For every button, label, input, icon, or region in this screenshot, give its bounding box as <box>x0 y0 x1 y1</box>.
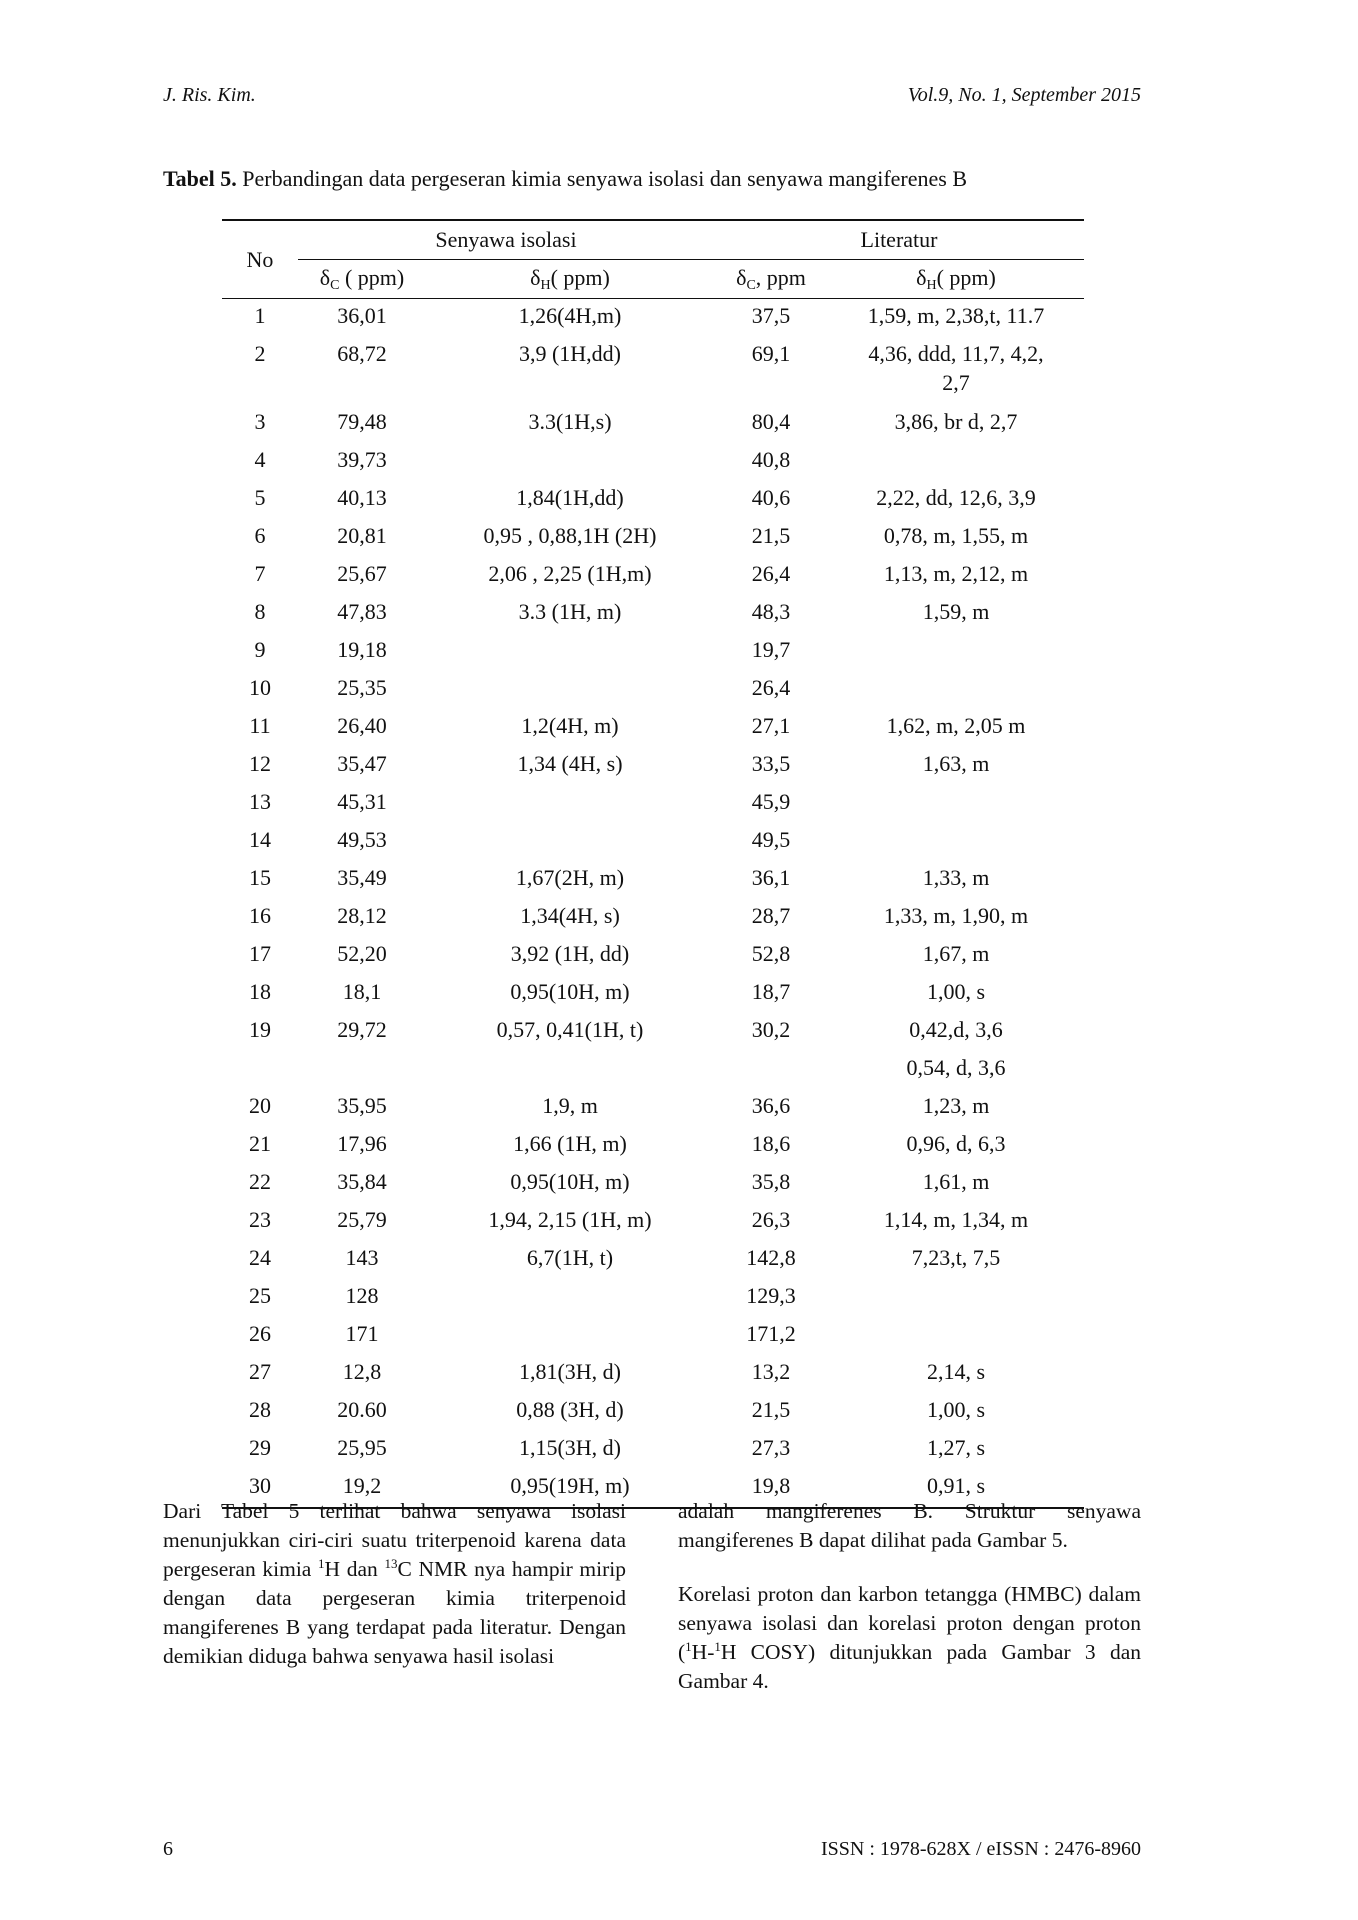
table-row <box>222 1165 1084 1203</box>
cell-no: 26 <box>249 1321 271 1346</box>
cell-dh-isolasi: 1,84(1H,dd) <box>516 485 624 510</box>
cell-dh-literatur: 0,54, d, 3,6 <box>906 1055 1006 1080</box>
cell-dh-literatur: 1,23, m <box>922 1093 990 1118</box>
cell-dc-literatur <box>714 1051 828 1089</box>
running-header-journal: J. Ris. Kim. <box>163 84 256 106</box>
table-row <box>222 975 1084 1013</box>
cell-dh-isolasi: 0,95(10H, m) <box>510 979 630 1004</box>
cell-no: 12 <box>249 751 271 776</box>
cell-dh-isolasi: 0,95 , 0,88,1H (2H) <box>483 523 657 548</box>
cell-dc-literatur: 35,8 <box>751 1169 791 1194</box>
table-row <box>222 861 1084 899</box>
cell-dc-literatur: 36,1 <box>751 865 791 890</box>
cell-dh-isolasi: 1,66 (1H, m) <box>513 1131 627 1156</box>
cell-dc-isolasi <box>298 1051 426 1089</box>
cell-dc-literatur: 48,3 <box>751 599 791 624</box>
cell-dc-isolasi: 171 <box>345 1321 379 1346</box>
cell-dh-isolasi: 6,7(1H, t) <box>526 1245 614 1270</box>
table-row <box>222 1241 1084 1279</box>
table-row <box>222 1317 1084 1355</box>
column-header-dh-literatur: $\delta_H$( ppm) <box>828 260 1084 299</box>
cell-dc-isolasi: 128 <box>345 1283 379 1308</box>
cell-dh-isolasi: 3,92 (1H, dd) <box>510 941 630 966</box>
cell-no: 28 <box>249 1397 271 1422</box>
cell-dc-isolasi: 25,79 <box>337 1207 387 1232</box>
cell-dc-isolasi: 20,81 <box>337 523 387 548</box>
cell-no: 14 <box>249 827 271 852</box>
cell-no: 3 <box>254 409 266 434</box>
cell-dc-isolasi: 35,84 <box>337 1169 387 1194</box>
cell-dc-isolasi: 35,49 <box>337 865 387 890</box>
cell-dh-isolasi: 2,06 , 2,25 (1H,m) <box>488 561 652 586</box>
cell-dc-literatur: 40,8 <box>751 447 791 472</box>
running-header-volume: Vol.9, No. 1, September 2015 <box>907 84 1141 106</box>
cell-dh-literatur: 1,00, s <box>926 1397 986 1422</box>
cell-no: 9 <box>254 637 266 662</box>
cell-dc-literatur: 142,8 <box>746 1245 796 1270</box>
table-row <box>222 1127 1084 1165</box>
paragraph: Dari Tabel 5 terlihat bahwa senyawa isolasi menunjukkan ciri-ciri suatu triterpenoid karena data pergeseran kimia $^1$H dan $^{13}$C NMR nya hampir mirip dengan data pergeseran kimia triterpenoid mangiferenes B yang terdapat pada literatur. Dengan demikian diduga bahwa senyawa hasil isolasi <box>163 1499 626 1668</box>
cell-no: 5 <box>254 485 266 510</box>
column-header-dc-isolasi: $\delta_C$ ( ppm) <box>298 260 426 299</box>
cell-dc-literatur: 49,5 <box>751 827 791 852</box>
cell-dh-isolasi: 3.3(1H,s) <box>528 409 612 434</box>
cell-dc-literatur: 28,7 <box>751 903 791 928</box>
cell-dh-literatur: 1,59, m, 2,38,t, 11.7 <box>867 303 1045 328</box>
cell-no: 19 <box>249 1017 271 1042</box>
table-caption-label: Tabel 5. <box>163 166 237 191</box>
cell-no: 16 <box>249 903 271 928</box>
table-row <box>222 481 1084 519</box>
cell-dh-isolasi <box>426 1317 714 1355</box>
cell-no: 29 <box>249 1435 271 1460</box>
cell-dh-literatur: 0,42,d, 3,6 <box>909 1017 1003 1042</box>
page-number: 6 <box>163 1838 173 1860</box>
table-row <box>222 299 1084 338</box>
cell-dc-literatur: 69,1 <box>751 341 791 366</box>
cell-dc-isolasi: 17,96 <box>337 1131 387 1156</box>
cell-dh-isolasi: 0,95(19H, m) <box>510 1473 630 1498</box>
cell-dh-literatur <box>828 1317 1084 1355</box>
cell-no: 2 <box>254 341 266 366</box>
table-row <box>222 671 1084 709</box>
table-row <box>222 1355 1084 1393</box>
cell-dc-isolasi: 25,67 <box>337 561 387 586</box>
table-row <box>222 1393 1084 1431</box>
cell-no: 24 <box>249 1245 271 1270</box>
body-text-right-column <box>678 1497 1141 1721</box>
cell-dh-isolasi: 1,67(2H, m) <box>515 865 625 890</box>
cell-dh-isolasi <box>426 633 714 671</box>
cell-dc-literatur: 27,1 <box>751 713 791 738</box>
cell-dh-literatur <box>828 671 1084 709</box>
nmr-comparison-table <box>222 219 1084 1509</box>
cell-dh-literatur: 2,22, dd, 12,6, 3,9 <box>876 485 1036 510</box>
cell-dc-isolasi: 26,40 <box>337 713 387 738</box>
cell-dc-literatur: 33,5 <box>751 751 791 776</box>
cell-dc-isolasi: 47,83 <box>337 599 387 624</box>
table-row <box>222 1013 1084 1051</box>
table-row <box>222 1431 1084 1469</box>
cell-dh-isolasi <box>426 443 714 481</box>
column-header-dc-literatur: $\delta_C$, ppm <box>714 260 828 299</box>
cell-dc-literatur: 13,2 <box>751 1359 791 1384</box>
table-row <box>222 633 1084 671</box>
cell-dc-isolasi: 28,12 <box>337 903 387 928</box>
table-row <box>222 443 1084 481</box>
cell-no: 4 <box>254 447 266 472</box>
cell-dh-literatur: 1,13, m, 2,12, m <box>883 561 1029 586</box>
issn: ISSN : 1978-628X / eISSN : 2476-8960 <box>820 1838 1141 1860</box>
cell-dc-isolasi: 12,8 <box>342 1359 382 1384</box>
cell-no: 18 <box>249 979 271 1004</box>
cell-dc-literatur: 21,5 <box>751 1397 791 1422</box>
cell-no: 25 <box>249 1283 271 1308</box>
cell-dc-isolasi: 39,73 <box>337 447 387 472</box>
cell-dh-isolasi: 1,94, 2,15 (1H, m) <box>488 1207 652 1232</box>
cell-dc-literatur: 129,3 <box>746 1283 796 1308</box>
cell-no: 10 <box>249 675 271 700</box>
table-row <box>222 405 1084 443</box>
cell-no: 6 <box>254 523 266 548</box>
cell-dh-isolasi <box>426 785 714 823</box>
table-row <box>222 337 1084 405</box>
cell-dh-literatur: 1,61, m <box>922 1169 990 1194</box>
table-row <box>222 1051 1084 1089</box>
table-row <box>222 899 1084 937</box>
cell-dc-literatur: 26,4 <box>751 675 791 700</box>
cell-dc-literatur: 27,3 <box>751 1435 791 1460</box>
table-row <box>222 519 1084 557</box>
cell-no: 23 <box>249 1207 271 1232</box>
cell-dh-literatur: 3,86, br d, 2,7 <box>894 409 1018 434</box>
cell-no: 7 <box>254 561 266 586</box>
cell-dh-literatur: 1,59, m <box>922 599 990 624</box>
table-row <box>222 709 1084 747</box>
cell-dc-literatur: 18,7 <box>751 979 791 1004</box>
table-row <box>222 1089 1084 1127</box>
cell-no: 15 <box>249 865 271 890</box>
cell-no: 11 <box>249 713 271 738</box>
cell-dc-isolasi: 40,13 <box>337 485 387 510</box>
cell-dh-literatur: 4,36, ddd, 11,7, 4,2, 2,7 <box>868 341 1044 395</box>
cell-dh-isolasi: 0,95(10H, m) <box>510 1169 630 1194</box>
cell-dh-literatur: 1,67, m <box>922 941 990 966</box>
cell-dh-isolasi <box>426 1279 714 1317</box>
cell-dh-literatur: 7,23,t, 7,5 <box>911 1245 1001 1270</box>
cell-dc-literatur: 171,2 <box>746 1321 796 1346</box>
table-caption-text: Perbandingan data pergeseran kimia senyawa isolasi dan senyawa mangiferenes B <box>236 166 968 191</box>
cell-dc-isolasi: 45,31 <box>337 789 387 814</box>
cell-dh-literatur: 1,62, m, 2,05 m <box>886 713 1026 738</box>
cell-dc-isolasi: 25,95 <box>337 1435 387 1460</box>
cell-dc-literatur: 18,6 <box>751 1131 791 1156</box>
cell-dh-literatur: 0,91, s <box>926 1473 986 1498</box>
column-header-no: No <box>222 220 298 299</box>
cell-dh-literatur: 1,27, s <box>926 1435 986 1460</box>
cell-dh-literatur: 1,00, s <box>926 979 986 1004</box>
table-row <box>222 595 1084 633</box>
cell-dh-literatur: 2,14, s <box>926 1359 986 1384</box>
cell-dc-literatur: 19,7 <box>751 637 791 662</box>
cell-dc-isolasi: 29,72 <box>337 1017 387 1042</box>
cell-dh-literatur <box>828 633 1084 671</box>
paragraph: Korelasi proton dan karbon tetangga (HMBC) dalam senyawa isolasi dan korelasi proton dengan proton ($^1$H-$^1$H COSY) ditunjukkan pada Gambar 3 dan Gambar 4. <box>678 1582 1141 1693</box>
table-row <box>222 1203 1084 1241</box>
cell-dc-literatur: 19,8 <box>751 1473 791 1498</box>
cell-dh-isolasi: 0,57, 0,41(1H, t) <box>496 1017 644 1042</box>
cell-dh-literatur: 0,96, d, 6,3 <box>906 1131 1006 1156</box>
cell-dc-isolasi: 18,1 <box>342 979 382 1004</box>
cell-no: 30 <box>249 1473 271 1498</box>
cell-no: 22 <box>249 1169 271 1194</box>
paragraph: adalah mangiferenes B. Struktur senyawa mangiferenes B dapat dilihat pada Gambar 5. <box>678 1499 1141 1552</box>
cell-dh-isolasi: 3.3 (1H, m) <box>518 599 622 624</box>
cell-dh-isolasi: 1,9, m <box>542 1093 598 1118</box>
cell-dh-isolasi: 1,81(3H, d) <box>518 1359 622 1384</box>
table-caption <box>163 166 967 192</box>
cell-dh-literatur: 1,14, m, 1,34, m <box>883 1207 1029 1232</box>
cell-no: 13 <box>249 789 271 814</box>
cell-dc-isolasi: 25,35 <box>337 675 387 700</box>
cell-dc-isolasi: 143 <box>345 1245 379 1270</box>
cell-dc-isolasi: 68,72 <box>337 341 387 366</box>
cell-no <box>222 1051 298 1089</box>
cell-dh-isolasi: 1,34(4H, s) <box>520 903 620 928</box>
cell-dh-literatur: 0,78, m, 1,55, m <box>883 523 1029 548</box>
cell-dc-literatur: 30,2 <box>751 1017 791 1042</box>
cell-no: 27 <box>249 1359 271 1384</box>
cell-dc-isolasi: 19,2 <box>342 1473 382 1498</box>
cell-dh-isolasi: 1,2(4H, m) <box>521 713 619 738</box>
cell-dc-literatur: 37,5 <box>751 303 791 328</box>
cell-dh-isolasi: 0,88 (3H, d) <box>516 1397 624 1422</box>
table-body <box>222 299 1084 1509</box>
cell-no: 17 <box>249 941 271 966</box>
cell-dh-isolasi: 1,26(4H,m) <box>518 303 622 328</box>
cell-dc-isolasi: 49,53 <box>337 827 387 852</box>
cell-dc-literatur: 26,4 <box>751 561 791 586</box>
cell-dc-literatur: 40,6 <box>751 485 791 510</box>
cell-dh-isolasi <box>426 823 714 861</box>
column-group-senyawa-isolasi: Senyawa isolasi <box>298 220 714 260</box>
body-text-left-column <box>163 1497 626 1696</box>
table-row <box>222 823 1084 861</box>
cell-dc-isolasi: 35,47 <box>337 751 387 776</box>
cell-dc-isolasi: 35,95 <box>337 1093 387 1118</box>
cell-dh-literatur: 1,63, m <box>922 751 990 776</box>
cell-dh-isolasi <box>426 1051 714 1089</box>
cell-dc-isolasi: 20.60 <box>337 1397 387 1422</box>
cell-dc-isolasi: 19,18 <box>337 637 387 662</box>
cell-dh-isolasi: 1,34 (4H, s) <box>517 751 623 776</box>
cell-dc-literatur: 26,3 <box>751 1207 791 1232</box>
table-row <box>222 557 1084 595</box>
cell-dh-isolasi: 3,9 (1H,dd) <box>518 341 622 366</box>
cell-no: 20 <box>249 1093 271 1118</box>
cell-dh-literatur: 1,33, m, 1,90, m <box>883 903 1029 928</box>
column-group-literatur: Literatur <box>714 220 1084 260</box>
cell-dc-literatur: 52,8 <box>751 941 791 966</box>
cell-no: 8 <box>254 599 266 624</box>
cell-dh-literatur <box>828 443 1084 481</box>
cell-dh-literatur <box>828 785 1084 823</box>
cell-dc-isolasi: 52,20 <box>337 941 387 966</box>
cell-dh-literatur <box>828 1279 1084 1317</box>
cell-dh-isolasi <box>426 671 714 709</box>
table-row <box>222 937 1084 975</box>
table-row <box>222 785 1084 823</box>
cell-dc-literatur: 36,6 <box>751 1093 791 1118</box>
cell-dc-isolasi: 36,01 <box>337 303 387 328</box>
cell-no: 1 <box>254 303 266 328</box>
table-row <box>222 747 1084 785</box>
cell-dc-literatur: 80,4 <box>751 409 791 434</box>
cell-dc-literatur: 21,5 <box>751 523 791 548</box>
cell-no: 21 <box>249 1131 271 1156</box>
cell-dc-isolasi: 79,48 <box>337 409 387 434</box>
cell-dc-literatur: 45,9 <box>751 789 791 814</box>
cell-dh-isolasi: 1,15(3H, d) <box>518 1435 622 1460</box>
table-row <box>222 1279 1084 1317</box>
cell-dh-literatur: 1,33, m <box>922 865 990 890</box>
cell-dh-literatur <box>828 823 1084 861</box>
column-header-dh-isolasi: $\delta_H$( ppm) <box>426 260 714 299</box>
